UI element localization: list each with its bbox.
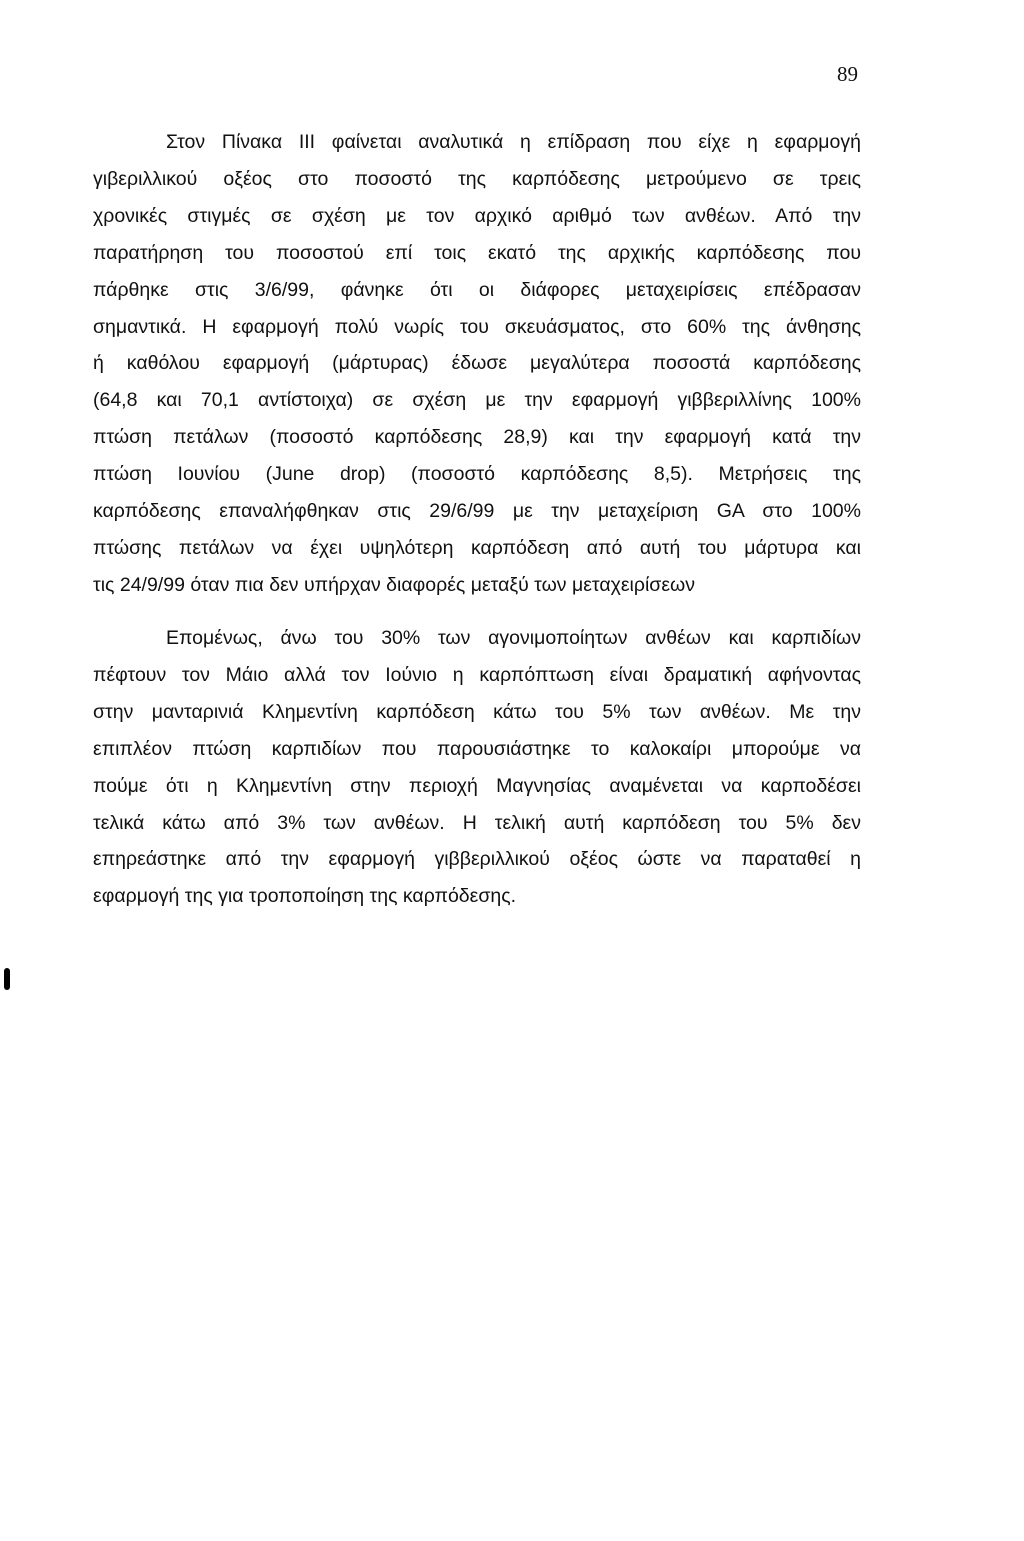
text-line: πτώση πετάλων (ποσοστό καρπόδεσης 28,9) και την εφαρμογή κατά την [93, 426, 861, 449]
text-line: εφαρμογή της για τροποποίηση της καρπόδεσης. [93, 885, 517, 908]
text-line: καρπόδεσης επαναλήφθηκαν στις 29/6/99 με την μεταχείριση GA στο 100% [93, 500, 861, 523]
text-line: γιβεριλλικού οξέος στο ποσοστό της καρπόδεσης μετρούμενο σε τρεις [93, 167, 861, 190]
text-line: στην μανταρινιά Κλημεντίνη καρπόδεση κάτω του 5% των ανθέων. Με την [93, 700, 861, 723]
text-line: Στον Πίνακα ΙΙΙ φαίνεται αναλυτικά η επίδραση που είχε η εφαρμογή [166, 131, 861, 153]
text-line: παρατήρηση του ποσοστού επί τοις εκατό της αρχικής καρπόδεσης που [93, 241, 861, 264]
text-line: ή καθόλου εφαρμογή (μάρτυρας) έδωσε μεγαλύτερα ποσοστά καρπόδεσης [93, 352, 861, 375]
text-line: πτώσης πετάλων να έχει υψηλότερη καρπόδεση από αυτή του μάρτυρα και [93, 536, 861, 559]
paragraph-2 [93, 620, 861, 915]
page-number: 89 [837, 62, 858, 86]
text-line: πέφτουν τον Μάιο αλλά τον Ιούνιο η καρπόπτωση είναι δραματική αφήνοντας [93, 663, 861, 686]
text-line: (64,8 και 70,1 αντίστοιχα) σε σχέση με την εφαρμογή γιββεριλλίνης 100% [93, 389, 861, 412]
text-line: τελικά κάτω από 3% των ανθέων. Η τελική αυτή καρπόδεση του 5% δεν [93, 811, 861, 834]
text-line: σημαντικά. Η εφαρμογή πολύ νωρίς του σκευάσματος, στο 60% της άνθησης [93, 315, 861, 338]
text-line: πάρθηκε στις 3/6/99, φάνηκε ότι οι διάφορες μεταχειρίσεις επέδρασαν [93, 278, 861, 301]
paragraph-1 [93, 124, 861, 604]
text-line: πούμε ότι η Κλημεντίνη στην περιοχή Μαγνησίας αναμένεται να καρποδέσει [93, 774, 861, 797]
text-line: πτώση Ιουνίου (June drop) (ποσοστό καρπόδεσης 8,5). Μετρήσεις της [93, 463, 861, 486]
text-line: Επομένως, άνω του 30% των αγονιμοποίητων ανθέων και καρπιδίων [166, 627, 861, 649]
text-line: χρονικές στιγμές σε σχέση με τον αρχικό αριθμό των ανθέων. Από την [93, 204, 861, 227]
text-line: τις 24/9/99 όταν πια δεν υπήρχαν διαφορές μεταξύ των μεταχειρίσεων [93, 573, 695, 596]
margin-mark [4, 968, 10, 990]
text-line: επηρεάστηκε από την εφαρμογή γιββεριλλικού οξέος ώστε να παραταθεί η [93, 848, 861, 871]
text-line: επιπλέον πτώση καρπιδίων που παρουσιάστηκε το καλοκαίρι μπορούμε να [93, 737, 861, 760]
